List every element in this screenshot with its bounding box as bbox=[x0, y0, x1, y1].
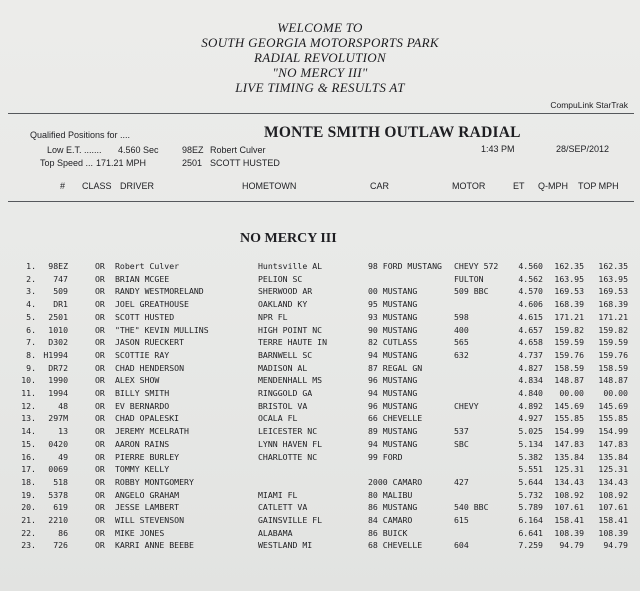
cell-et: 5.025 bbox=[518, 426, 543, 437]
cell-position: 10. bbox=[21, 375, 36, 386]
low-et-value: 4.560 Sec bbox=[118, 145, 159, 155]
table-row bbox=[0, 299, 640, 312]
table-row bbox=[0, 375, 640, 388]
cell-top-mph: 168.39 bbox=[598, 299, 628, 310]
cell-position: 11. bbox=[21, 388, 36, 398]
cell-motor: 565 bbox=[454, 337, 469, 348]
cell-q-mph: 155.85 bbox=[554, 413, 584, 424]
welcome-line-5: LIVE TIMING & RESULTS AT bbox=[235, 80, 405, 95]
table-row bbox=[0, 490, 640, 503]
cell-class: OR bbox=[95, 502, 105, 513]
cell-top-mph: 154.99 bbox=[598, 426, 628, 437]
cell-class: OR bbox=[95, 451, 105, 462]
cell-motor: CHEVY bbox=[454, 400, 479, 411]
cell-hometown: CHARLOTTE NC bbox=[258, 451, 318, 462]
cell-q-mph: 168.39 bbox=[554, 299, 584, 310]
cell-car-number: 726 bbox=[53, 540, 68, 551]
cell-driver: SCOTT HUSTED bbox=[115, 311, 175, 322]
cell-q-mph: 94.79 bbox=[559, 540, 584, 551]
cell-driver: AARON RAINS bbox=[115, 438, 170, 449]
cell-car: 96 MUSTANG bbox=[368, 400, 418, 411]
cell-class: OR bbox=[95, 388, 105, 398]
cell-position: 19. bbox=[21, 489, 36, 500]
cell-car: 66 CHEVELLE bbox=[368, 413, 423, 424]
cell-class: OR bbox=[95, 311, 105, 322]
cell-class: OR bbox=[95, 324, 105, 335]
cell-hometown: LYNN HAVEN FL bbox=[258, 438, 323, 449]
cell-position: 7. bbox=[26, 337, 36, 348]
cell-et: 6.164 bbox=[518, 515, 543, 525]
table-row bbox=[0, 426, 640, 439]
cell-et: 4.827 bbox=[518, 362, 543, 373]
cell-q-mph: 108.39 bbox=[554, 527, 584, 538]
cell-position: 4. bbox=[26, 299, 36, 310]
cell-driver: WILL STEVENSON bbox=[115, 515, 185, 525]
cell-car-number: DR1 bbox=[53, 299, 68, 310]
cell-position: 18. bbox=[21, 476, 36, 487]
cell-car: 87 REGAL GN bbox=[368, 362, 423, 373]
table-row bbox=[0, 464, 640, 477]
cell-car: 86 BUICK bbox=[368, 527, 408, 538]
cell-driver: JOEL GREATHOUSE bbox=[115, 299, 189, 310]
cell-car-number: D302 bbox=[48, 337, 68, 348]
cell-position: 16. bbox=[21, 451, 36, 462]
cell-q-mph: 108.92 bbox=[554, 489, 584, 500]
cell-hometown: PELION SC bbox=[258, 273, 303, 284]
cell-top-mph: 107.61 bbox=[598, 502, 628, 513]
cell-q-mph: 147.83 bbox=[554, 438, 584, 449]
table-row bbox=[0, 286, 640, 299]
cell-position: 20. bbox=[21, 502, 36, 513]
header-car: CAR bbox=[370, 181, 390, 191]
top-speed-value: 171.21 MPH bbox=[96, 158, 147, 168]
cell-top-mph: 125.31 bbox=[598, 464, 628, 475]
cell-q-mph: 145.69 bbox=[554, 400, 584, 411]
cell-hometown: Huntsville AL bbox=[258, 261, 323, 271]
cell-q-mph: 169.53 bbox=[554, 286, 584, 297]
cell-class: OR bbox=[95, 337, 105, 348]
welcome-line-2: SOUTH GEORGIA MOTORSPORTS PARK bbox=[201, 35, 439, 50]
cell-car-number: DR72 bbox=[48, 362, 68, 373]
cell-car: 99 FORD bbox=[368, 451, 403, 462]
cell-et: 5.789 bbox=[518, 502, 543, 513]
table-row bbox=[0, 363, 640, 376]
header-motor: MOTOR bbox=[452, 181, 486, 191]
cell-motor: 400 bbox=[454, 324, 469, 335]
cell-et: 7.259 bbox=[518, 540, 543, 551]
cell-car-number: 2210 bbox=[48, 515, 68, 525]
cell-top-mph: 00.00 bbox=[603, 388, 628, 398]
compulink-startrak-label: CompuLink StarTrak bbox=[550, 100, 628, 110]
cell-car: 80 MALIBU bbox=[368, 489, 413, 500]
cell-motor: CHEVY 572 bbox=[454, 261, 499, 271]
cell-driver: KARRI ANNE BEEBE bbox=[115, 540, 194, 551]
cell-car-number: 747 bbox=[53, 273, 68, 284]
section-title: NO MERCY III bbox=[240, 231, 337, 246]
cell-motor: 615 bbox=[454, 515, 469, 525]
cell-car-number: 13 bbox=[58, 426, 68, 437]
cell-position: 14. bbox=[21, 426, 36, 437]
cell-top-mph: 169.53 bbox=[598, 286, 628, 297]
cell-q-mph: 154.99 bbox=[554, 426, 584, 437]
cell-car: 2000 CAMARO bbox=[368, 476, 423, 487]
header-q-mph: Q-MPH bbox=[538, 181, 568, 191]
cell-top-mph: 159.59 bbox=[598, 337, 628, 348]
cell-class: OR bbox=[95, 375, 105, 386]
cell-motor: 604 bbox=[454, 540, 469, 551]
cell-class: OR bbox=[95, 413, 105, 424]
cell-et: 5.551 bbox=[518, 464, 543, 475]
cell-driver: CHAD OPALESKI bbox=[115, 413, 180, 424]
cell-car: 96 MUSTANG bbox=[368, 375, 418, 386]
table-row bbox=[0, 337, 640, 350]
cell-car-number: 0069 bbox=[48, 464, 68, 475]
cell-q-mph: 159.59 bbox=[554, 337, 584, 348]
cell-hometown: ALABAMA bbox=[258, 527, 293, 538]
cell-top-mph: 108.39 bbox=[598, 527, 628, 538]
table-row bbox=[0, 477, 640, 490]
table-row bbox=[0, 261, 640, 274]
cell-top-mph: 134.43 bbox=[598, 476, 628, 487]
cell-q-mph: 107.61 bbox=[554, 502, 584, 513]
cell-motor: 632 bbox=[454, 349, 469, 360]
cell-hometown: MIAMI FL bbox=[258, 489, 298, 500]
cell-position: 17. bbox=[21, 464, 36, 475]
cell-position: 3. bbox=[26, 286, 36, 297]
cell-et: 4.606 bbox=[518, 299, 543, 310]
cell-class: OR bbox=[95, 299, 105, 310]
cell-position: 22. bbox=[21, 527, 36, 538]
cell-hometown: NPR FL bbox=[258, 311, 288, 322]
cell-position: 12. bbox=[21, 400, 36, 411]
cell-et: 4.834 bbox=[518, 375, 543, 386]
cell-top-mph: 163.95 bbox=[598, 273, 628, 284]
table-row bbox=[0, 413, 640, 426]
cell-top-mph: 147.83 bbox=[598, 438, 628, 449]
cell-position: 8. bbox=[26, 349, 36, 360]
cell-hometown: LEICESTER NC bbox=[258, 426, 318, 437]
top-speed-car: 2501 bbox=[182, 158, 203, 168]
low-et-car: 98EZ bbox=[182, 145, 204, 155]
cell-top-mph: 158.41 bbox=[598, 515, 628, 525]
cell-class: OR bbox=[95, 400, 105, 411]
cell-et: 4.615 bbox=[518, 311, 543, 322]
table-row bbox=[0, 528, 640, 541]
cell-driver: BILLY SMITH bbox=[115, 388, 170, 398]
cell-car: 94 MUSTANG bbox=[368, 349, 418, 360]
header-number: # bbox=[60, 181, 66, 191]
cell-class: OR bbox=[95, 261, 105, 271]
cell-driver: ANGELO GRAHAM bbox=[115, 489, 180, 500]
top-speed-label: Top Speed ... bbox=[40, 158, 94, 168]
cell-position: 23. bbox=[21, 540, 36, 551]
cell-driver: EV BERNARDO bbox=[115, 400, 170, 411]
cell-hometown: CATLETT VA bbox=[258, 502, 308, 513]
cell-top-mph: 94.79 bbox=[603, 540, 628, 551]
cell-car-number: 1990 bbox=[48, 375, 68, 386]
table-row bbox=[0, 540, 640, 553]
cell-class: OR bbox=[95, 489, 105, 500]
cell-top-mph: 148.87 bbox=[598, 375, 628, 386]
header-driver: DRIVER bbox=[120, 181, 155, 191]
cell-q-mph: 158.41 bbox=[554, 515, 584, 525]
cell-class: OR bbox=[95, 286, 105, 297]
cell-car: 94 MUSTANG bbox=[368, 388, 418, 398]
cell-q-mph: 134.43 bbox=[554, 476, 584, 487]
header-et: ET bbox=[513, 181, 525, 191]
table-row bbox=[0, 502, 640, 515]
cell-top-mph: 162.35 bbox=[598, 261, 628, 271]
cell-q-mph: 00.00 bbox=[559, 388, 584, 398]
cell-position: 5. bbox=[26, 311, 36, 322]
cell-car-number: 509 bbox=[53, 286, 68, 297]
cell-hometown: BARNWELL SC bbox=[258, 349, 313, 360]
cell-top-mph: 108.92 bbox=[598, 489, 628, 500]
cell-position: 21. bbox=[21, 515, 36, 525]
cell-car-number: 1994 bbox=[48, 388, 68, 398]
cell-hometown: MADISON AL bbox=[258, 362, 308, 373]
cell-driver: "THE" KEVIN MULLINS bbox=[115, 324, 209, 335]
cell-car-number: 297M bbox=[48, 413, 68, 424]
cell-top-mph: 145.69 bbox=[598, 400, 628, 411]
cell-car-number: 518 bbox=[53, 476, 68, 487]
cell-q-mph: 159.76 bbox=[554, 349, 584, 360]
cell-car: 93 MUSTANG bbox=[368, 311, 418, 322]
cell-car: 00 MUSTANG bbox=[368, 286, 418, 297]
cell-driver: JESSE LAMBERT bbox=[115, 502, 180, 513]
cell-q-mph: 148.87 bbox=[554, 375, 584, 386]
cell-driver: ROBBY MONTGOMERY bbox=[115, 476, 194, 487]
cell-driver: MIKE JONES bbox=[115, 527, 165, 538]
cell-class: OR bbox=[95, 438, 105, 449]
qualified-positions-label: Qualified Positions for .... bbox=[30, 130, 131, 140]
cell-driver: SCOTTIE RAY bbox=[115, 349, 170, 360]
results-time: 1:43 PM bbox=[481, 144, 515, 154]
low-et-label: Low E.T. ....... bbox=[47, 145, 102, 155]
cell-q-mph: 158.59 bbox=[554, 362, 584, 373]
cell-driver: TOMMY KELLY bbox=[115, 464, 170, 475]
cell-et: 5.382 bbox=[518, 451, 543, 462]
cell-hometown: HIGH POINT NC bbox=[258, 324, 323, 335]
cell-top-mph: 155.85 bbox=[598, 413, 628, 424]
cell-et: 4.560 bbox=[518, 261, 543, 271]
cell-car: 98 FORD MUSTANG bbox=[368, 261, 442, 271]
cell-hometown: OAKLAND KY bbox=[258, 299, 308, 310]
header-class: CLASS bbox=[82, 181, 112, 191]
table-row bbox=[0, 388, 640, 401]
cell-car-number: 0420 bbox=[48, 438, 68, 449]
cell-et: 5.644 bbox=[518, 476, 543, 487]
cell-car: 94 MUSTANG bbox=[368, 438, 418, 449]
cell-car-number: 49 bbox=[58, 451, 68, 462]
cell-car: 82 CUTLASS bbox=[368, 337, 418, 348]
cell-top-mph: 159.82 bbox=[598, 324, 628, 335]
cell-et: 5.732 bbox=[518, 489, 543, 500]
cell-q-mph: 135.84 bbox=[554, 451, 584, 462]
cell-driver: RANDY WESTMORELAND bbox=[115, 286, 204, 297]
cell-car: 95 MUSTANG bbox=[368, 299, 418, 310]
cell-top-mph: 159.76 bbox=[598, 349, 628, 360]
cell-q-mph: 159.82 bbox=[554, 324, 584, 335]
cell-hometown: RINGGOLD GA bbox=[258, 388, 313, 398]
cell-et: 4.737 bbox=[518, 349, 543, 360]
cell-car: 68 CHEVELLE bbox=[368, 540, 423, 551]
table-row bbox=[0, 515, 640, 528]
cell-q-mph: 162.35 bbox=[554, 261, 584, 271]
cell-hometown: TERRE HAUTE IN bbox=[258, 337, 328, 348]
cell-car-number: 619 bbox=[53, 502, 68, 513]
cell-et: 6.641 bbox=[518, 527, 543, 538]
cell-hometown: GAINSVILLE FL bbox=[258, 515, 323, 525]
cell-motor: FULTON bbox=[454, 273, 484, 284]
cell-position: 1. bbox=[26, 261, 36, 271]
cell-driver: PIERRE BURLEY bbox=[115, 451, 180, 462]
cell-motor: 427 bbox=[454, 476, 469, 487]
header-hometown: HOMETOWN bbox=[242, 181, 297, 191]
cell-car-number: H1994 bbox=[43, 349, 68, 360]
cell-et: 4.657 bbox=[518, 324, 543, 335]
cell-q-mph: 163.95 bbox=[554, 273, 584, 284]
table-row bbox=[0, 452, 640, 465]
cell-car-number: 86 bbox=[58, 527, 68, 538]
table-row bbox=[0, 325, 640, 338]
cell-position: 9. bbox=[26, 362, 36, 373]
cell-position: 2. bbox=[26, 273, 36, 284]
cell-hometown: OCALA FL bbox=[258, 413, 298, 424]
event-title: MONTE SMITH OUTLAW RADIAL bbox=[264, 124, 521, 141]
cell-car: 86 MUSTANG bbox=[368, 502, 418, 513]
table-row bbox=[0, 274, 640, 287]
cell-class: OR bbox=[95, 464, 105, 475]
cell-motor: 537 bbox=[454, 426, 469, 437]
cell-driver: Robert Culver bbox=[115, 261, 180, 271]
cell-et: 4.892 bbox=[518, 400, 543, 411]
cell-hometown: SHERWOOD AR bbox=[258, 286, 313, 297]
cell-position: 15. bbox=[21, 438, 36, 449]
table-row bbox=[0, 312, 640, 325]
cell-motor: 509 BBC bbox=[454, 286, 489, 297]
cell-position: 6. bbox=[26, 324, 36, 335]
cell-hometown: WESTLAND MI bbox=[258, 540, 313, 551]
cell-driver: JEREMY MCELRATH bbox=[115, 426, 189, 437]
cell-driver: CHAD HENDERSON bbox=[115, 362, 185, 373]
cell-et: 5.134 bbox=[518, 438, 543, 449]
cell-motor: 540 BBC bbox=[454, 502, 489, 513]
header-top-mph: TOP MPH bbox=[578, 181, 619, 191]
welcome-line-3: RADIAL REVOLUTION bbox=[254, 50, 386, 65]
cell-et: 4.840 bbox=[518, 388, 543, 398]
cell-top-mph: 135.84 bbox=[598, 451, 628, 462]
header-divider bbox=[8, 201, 634, 202]
cell-q-mph: 125.31 bbox=[554, 464, 584, 475]
cell-car-number: 1010 bbox=[48, 324, 68, 335]
cell-et: 4.570 bbox=[518, 286, 543, 297]
cell-motor: 598 bbox=[454, 311, 469, 322]
cell-class: OR bbox=[95, 476, 105, 487]
cell-position: 13. bbox=[21, 413, 36, 424]
top-divider bbox=[8, 113, 634, 114]
table-row bbox=[0, 350, 640, 363]
table-row bbox=[0, 401, 640, 414]
cell-class: OR bbox=[95, 540, 105, 551]
low-et-driver: Robert Culver bbox=[210, 145, 266, 155]
cell-et: 4.927 bbox=[518, 413, 543, 424]
cell-car: 90 MUSTANG bbox=[368, 324, 418, 335]
cell-driver: BRIAN MCGEE bbox=[115, 273, 170, 284]
cell-car-number: 98EZ bbox=[48, 261, 68, 271]
cell-motor: SBC bbox=[454, 438, 469, 449]
cell-et: 4.562 bbox=[518, 273, 543, 284]
cell-hometown: MENDENHALL MS bbox=[258, 375, 323, 386]
cell-q-mph: 171.21 bbox=[554, 311, 584, 322]
cell-class: OR bbox=[95, 349, 105, 360]
cell-driver: ALEX SHOW bbox=[115, 375, 160, 386]
welcome-line-4: "NO MERCY III" bbox=[272, 65, 368, 80]
cell-class: OR bbox=[95, 362, 105, 373]
table-row bbox=[0, 439, 640, 452]
results-date: 28/SEP/2012 bbox=[556, 144, 610, 154]
cell-class: OR bbox=[95, 527, 105, 538]
cell-top-mph: 171.21 bbox=[598, 311, 628, 322]
cell-car-number: 48 bbox=[58, 400, 68, 411]
cell-driver: JASON RUECKERT bbox=[115, 337, 185, 348]
cell-car: 89 MUSTANG bbox=[368, 426, 418, 437]
welcome-line-1: WELCOME TO bbox=[277, 20, 363, 35]
top-speed-driver: SCOTT HUSTED bbox=[210, 158, 280, 168]
cell-class: OR bbox=[95, 426, 105, 437]
cell-class: OR bbox=[95, 273, 105, 284]
cell-car-number: 5378 bbox=[48, 489, 68, 500]
cell-class: OR bbox=[95, 515, 105, 525]
cell-hometown: BRISTOL VA bbox=[258, 400, 308, 411]
cell-car-number: 2501 bbox=[48, 311, 68, 322]
cell-car: 84 CAMARO bbox=[368, 515, 413, 525]
cell-et: 4.658 bbox=[518, 337, 543, 348]
cell-top-mph: 158.59 bbox=[598, 362, 628, 373]
